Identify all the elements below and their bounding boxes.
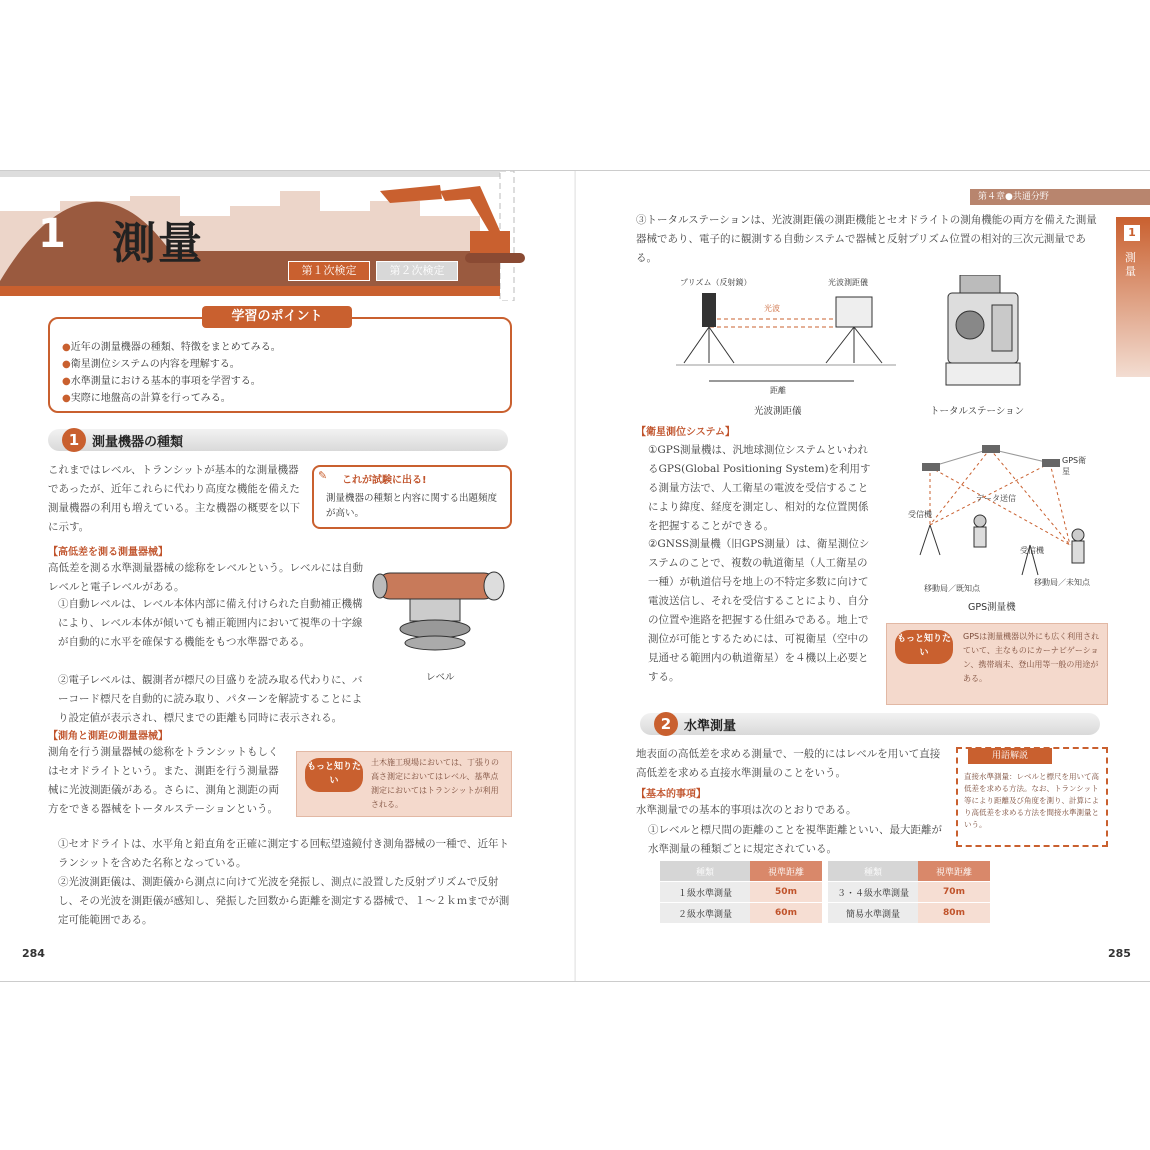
gps-known-point-label: 移動局／既知点 <box>924 584 980 593</box>
pencil-icon: ✎ <box>318 469 328 482</box>
table-header: 種類 <box>660 861 750 882</box>
page-number-right: 285 <box>1108 947 1131 960</box>
sight-distance-table <box>660 861 990 924</box>
gps-data-label: データ送信 <box>976 494 1016 503</box>
intro-text: これまではレベル、トランシットが基本的な測量機器であったが、近年これらに代わり高度な機能を備えた測量機器の利用も増えている。主な機器の概要を以下に示す。 <box>48 464 300 533</box>
table-header: 視準距離 <box>918 861 990 882</box>
item-electronic-level: ②電子レベルは、観測者が標尺の目盛りを読み取る代わりに、バーコード標尺を自動的に読み取り、パターンを解読することにより設定値が表示され、標尺までの距離も同時に表示される。 <box>58 674 363 724</box>
exam-tag-1: 第１次検定 <box>288 261 370 281</box>
level-illustration <box>370 555 510 665</box>
more-info-box-2 <box>886 623 1108 705</box>
item-sight-distance: ①レベルと標尺間の距離のことを視準距離といい、最大距離が水準測量の種類ごとに規定されている。 <box>648 824 942 855</box>
more-info-text-1: 土木施工現場においては、丁張りの高さ測定においてはレベル、基準点測定においてはトランシットが利用される。 <box>371 758 499 809</box>
diagram-prism-label: プリズム（反射鏡） <box>680 278 752 287</box>
gps-receiver-label-2: 受信機 <box>1020 546 1044 555</box>
page-number-left: 284 <box>22 947 45 960</box>
subhead-satellite: 【衛星測位システム】 <box>636 427 735 438</box>
edm-diagram <box>676 271 896 401</box>
section-2-title: 水準測量 <box>684 719 737 734</box>
point-item: 水準測量における基本的事項を学習する。 <box>70 376 261 387</box>
learning-points-list: ●近年の測量機器の種類、特徴をまとめてみる。 ●衛星測位システムの内容を理解する。 ●水準測量における基本的事項を学習する。 ●実際に地盤高の計算を行ってみる。 <box>62 342 281 404</box>
item-gps: ①GPS測量機は、汎地球測位システムといわれるGPS(Global Positioning System)を利用する測量方法で、人工衛星の電波を受信することにより緯度、経度を測定し、相対的な位置関係を把握することができる。 <box>648 444 871 532</box>
table-header: 種類 <box>825 861 918 882</box>
point-item: 衛星測位システムの内容を理解する。 <box>70 359 240 370</box>
table-cell: 60m <box>750 903 825 924</box>
more-info-box-1 <box>296 751 512 817</box>
book-spread <box>0 170 1150 982</box>
exam-box <box>312 465 512 529</box>
item-theodolite: ①セオドライトは、水平角と鉛直角を正確に測定する回転望遠鏡付き測角器械の一種で、近年トランシットを含めた名称となっている。 <box>58 838 509 869</box>
gps-satellite-label: GPS衛星 <box>1062 456 1087 476</box>
gps-unknown-point-label: 移動局／未知点 <box>1034 578 1090 587</box>
paragraph-level: 高低差を測る水準測量器械の総称をレベルという。レベルには自動レベルと電子レベルがある。 <box>48 562 363 593</box>
table-row <box>660 903 990 924</box>
table-cell: 50m <box>750 882 825 903</box>
section-2-bar <box>640 713 1100 735</box>
more-info-text-2: GPSは測量機器以外にも広く利用されていて、主なものにカーナビゲーション、携帯端末、登山用等一般の用途がある。 <box>963 632 1100 683</box>
table-cell: 70m <box>918 882 990 903</box>
point-item: 実際に地盤高の計算を行ってみる。 <box>70 393 231 404</box>
side-tab <box>1116 217 1150 377</box>
glossary-text: 直接水準測量：レベルと標尺を用いて高低差を求める方法。なお、トランシット等により距離及び角度を測り、計算により高低差を求める方法を間接水準測量という。 <box>964 772 1099 829</box>
paragraph-transit: 測角を行う測量器械の総称をトランシットもしくはセオドライトという。また、測距を行う測量器械に光波測距儀がある。さらに、測角と測距の両方をできる器械をトータルステーションという。 <box>48 746 279 815</box>
exam-box-title: これが試験に出る! <box>342 475 427 486</box>
table-cell: 簡易水準測量 <box>825 903 918 924</box>
table-row <box>660 882 990 903</box>
gps-receiver-label-1: 受信機 <box>908 510 932 519</box>
section-1-title: 測量機器の種類 <box>92 435 184 450</box>
spine-divider <box>574 171 576 981</box>
glossary-box <box>956 747 1108 847</box>
chapter-label: 第４章●共通分野 <box>970 189 1150 205</box>
side-tab-title: 測量 <box>1125 251 1136 278</box>
item-edm: ②光波測距儀は、測距儀から測点に向けて光波を発振し、測点に設置した反射プリズムで反射し、その光波を測距儀が感知し、発振した回数から距離を測定する器械で、１～２ｋｍまでが測定可能範囲である。 <box>58 876 510 926</box>
exam-box-text: 測量機器の種類と内容に関する出題頻度が高い。 <box>326 493 498 519</box>
item-total-station: ③トータルステーションは、光波測距儀の測距機能とセオドライトの測角機能の両方を備えた測量器械であり、電子的に観測する自動システムで器械と反射プリズム位置の相対的三次元測量である。 <box>636 214 1097 264</box>
table-cell: １級水準測量 <box>660 882 750 903</box>
total-station-illustration <box>940 275 1030 401</box>
paragraph-leveling: 地表面の高低差を求める測量で、一般的にはレベルを用いて直接高低差を求める直接水準測量のことをいう。 <box>636 748 941 779</box>
glossary-title: 用語解説 <box>968 748 1052 764</box>
level-caption: レベル <box>426 672 455 683</box>
item-auto-level: ①自動レベルは、レベル本体内部に備え付けられた自動補正機構により、レベル本体が傾いても補正範囲内において視準の十字線が自動的に水平を確保する機能をもつ水準器である。 <box>58 598 363 648</box>
table-cell: 80m <box>918 903 990 924</box>
paragraph-basics: 水準測量での基本的事項は次のとおりである。 <box>636 804 857 816</box>
diagram-distance-label: 距離 <box>770 386 786 395</box>
chapter-number: 1 <box>38 211 66 257</box>
section-1-bar <box>48 429 508 451</box>
learning-points-title: 学習のポイント <box>202 306 352 328</box>
diagram-edm-label: 光波測距儀 <box>828 278 868 287</box>
item-gnss: ②GNSS測量機（旧GPS測量）は、衛星測位システムのことで、複数の軌道衛星（人工衛星の一種）が軌道信号を地上の不特定多数に向けて電波送信し、それを受信することにより、自分の位置や進路を把握する仕組みである。地上で測位が可能とするためには、可視衛星（空中の見通せる範囲内の軌道衛星）を４機以上必要とする。 <box>648 538 870 683</box>
subhead-angle-distance: 【測角と測距の測量器械】 <box>48 731 168 742</box>
point-item: 近年の測量機器の種類、特徴をまとめてみる。 <box>70 342 281 353</box>
more-info-badge: もっと知りたい <box>305 758 363 792</box>
total-station-caption: トータルステーション <box>930 406 1025 417</box>
table-header: 視準距離 <box>750 861 825 882</box>
chapter-banner-art <box>0 171 540 301</box>
section-2-number: 2 <box>654 712 678 736</box>
gps-caption: GPS測量機 <box>968 602 1016 613</box>
diagram-wave-label: 光波 <box>764 304 780 313</box>
section-1-number: 1 <box>62 428 86 452</box>
exam-tag-2: 第２次検定 <box>376 261 458 281</box>
subhead-level: 【高低差を測る測量器械】 <box>48 547 168 558</box>
side-tab-number: 1 <box>1124 225 1140 241</box>
more-info-badge-2: もっと知りたい <box>895 630 953 664</box>
subhead-basics: 【基本的事項】 <box>636 789 706 800</box>
page-title: 測量 <box>112 218 204 269</box>
table-cell: ２級水準測量 <box>660 903 750 924</box>
edm-caption: 光波測距儀 <box>754 406 802 417</box>
table-cell: ３・４級水準測量 <box>825 882 918 903</box>
